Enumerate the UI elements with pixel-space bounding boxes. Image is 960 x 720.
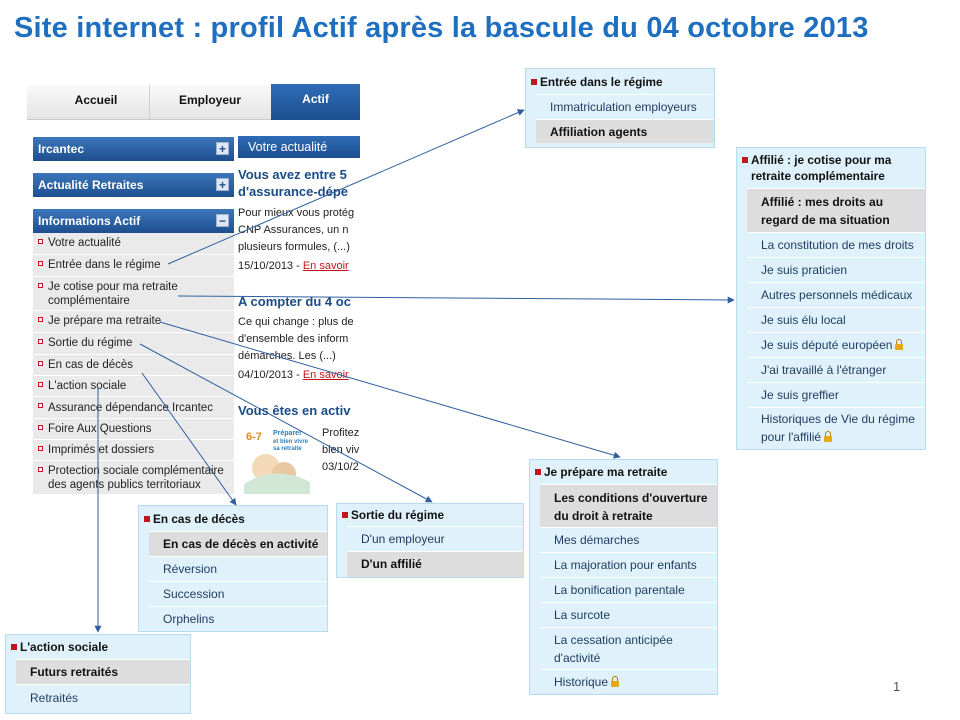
nav-item-label: Imprimés et dossiers: [48, 444, 155, 456]
submenu-item-label: Je suis député européen: [761, 338, 893, 352]
news-text: démarches. Les (...): [238, 350, 336, 362]
nav-item-label: Foire Aux Questions: [48, 423, 152, 435]
submenu-header-label: Je prépare ma retraite: [544, 465, 668, 479]
submenu-item-retraites[interactable]: Retraités: [16, 684, 190, 710]
news-text: bien viv: [322, 444, 360, 456]
news-title[interactable]: d'assurance-dépe: [238, 184, 349, 199]
nav-header-label: Ircantec: [38, 142, 85, 156]
arrow-deces: [142, 373, 236, 505]
news-text: 03/10/2: [322, 461, 359, 473]
arrow-entree: [168, 110, 524, 264]
promo-line: sa retraite: [273, 446, 302, 452]
submenu-item-succession[interactable]: Succession: [149, 581, 327, 606]
submenu-header-label: En cas de décès: [153, 512, 245, 526]
news-title[interactable]: A compter du 4 oc: [238, 294, 351, 309]
votre-actualite-header: Votre actualité: [238, 136, 360, 158]
submenu-item-label: pour l'affilié: [761, 430, 822, 444]
submenu-item-label: Historique: [554, 675, 609, 689]
nav-item-label: Je prépare ma retraite: [48, 315, 162, 327]
submenu-item-immatriculation[interactable]: Immatriculation employeurs: [536, 94, 714, 118]
submenu-item-reversion[interactable]: Réversion: [149, 556, 327, 581]
news-text: d'ensemble des inform: [238, 333, 349, 345]
news-title[interactable]: Vous êtes en activ: [238, 403, 351, 418]
promo-line: et bien vivre: [273, 439, 309, 445]
submenu-item-etranger[interactable]: J'ai travaillé à l'étranger: [747, 357, 925, 382]
collapse-minus-icon[interactable]: −: [216, 214, 229, 227]
news-text: Ce qui change : plus de: [238, 316, 354, 328]
submenu-item-label: d'activité: [554, 651, 601, 665]
submenu-item-surcote[interactable]: La surcote: [540, 602, 717, 627]
expand-plus-icon[interactable]: +: [216, 178, 229, 191]
submenu-item-orphelins[interactable]: Orphelins: [149, 606, 327, 631]
submenu-item-futurs-retraites[interactable]: Futurs retraités: [16, 659, 190, 684]
submenu-item-elu-local[interactable]: Je suis élu local: [747, 307, 925, 332]
news-date: 15/10/2013 -: [238, 260, 303, 272]
promo-date: 6-7: [246, 431, 262, 443]
submenu-item-affiliation[interactable]: Affiliation agents: [536, 119, 714, 143]
read-more-link[interactable]: En savoir: [302, 260, 349, 272]
expand-plus-icon[interactable]: +: [216, 142, 229, 155]
submenu-item-label: La cessation anticipée: [554, 633, 673, 647]
read-more-link[interactable]: En savoir: [302, 369, 349, 381]
submenu-header-label: Entrée dans le régime: [540, 75, 663, 89]
nav-item-label: Assurance dépendance Ircantec: [48, 402, 213, 414]
submenu-item-majoration[interactable]: La majoration pour enfants: [540, 552, 717, 577]
submenu-item-dun-affilie[interactable]: D'un affilié: [347, 551, 523, 577]
news-text: Pour mieux vous protég: [238, 207, 355, 219]
submenu-item-dun-employeur[interactable]: D'un employeur: [347, 526, 523, 551]
page-number: 1: [893, 679, 901, 694]
news-date: 04/10/2013 -: [238, 369, 303, 381]
submenu-item-demarches[interactable]: Mes démarches: [540, 527, 717, 552]
nav-item-label: Sortie du régime: [48, 337, 133, 349]
nav-item-label: Protection sociale complémentaire des agents publics territoriaux: [48, 465, 224, 491]
submenu-header-label: L'action sociale: [20, 640, 109, 654]
nav-item-label: En cas de décès: [48, 359, 134, 371]
news-text: Profitez: [322, 427, 360, 439]
submenu-item-label: Historiques de Vie du régime: [761, 412, 915, 426]
submenu-header-label: Affilié : je cotise pour ma: [751, 153, 892, 167]
arrow-cotise: [178, 296, 734, 300]
nav-item-label: Votre actualité: [48, 237, 121, 249]
submenu-item-constitution[interactable]: La constitution de mes droits: [747, 232, 925, 257]
submenu-item-praticien[interactable]: Je suis praticien: [747, 257, 925, 282]
news-text: plusieurs formules, (...): [238, 241, 350, 253]
submenu-item-bonification[interactable]: La bonification parentale: [540, 577, 717, 602]
submenu-item-label: Les conditions d'ouverture: [554, 491, 708, 505]
news-title[interactable]: Vous avez entre 5: [238, 167, 347, 182]
submenu-header-label: Sortie du régime: [351, 508, 445, 522]
submenu-item-deces-activite[interactable]: En cas de décès en activité: [149, 531, 327, 556]
nav-item-label: L'action sociale: [48, 380, 127, 392]
submenu-item-greffier[interactable]: Je suis greffier: [747, 382, 925, 407]
submenu-item-label: Affilié : mes droits au: [761, 195, 884, 209]
tab-actif[interactable]: Actif: [271, 84, 360, 120]
nav-header-label: Actualité Retraites: [38, 178, 144, 192]
tab-employeur[interactable]: Employeur: [149, 85, 272, 119]
slide-title: Site internet : profil Actif après la bascule du 04 octobre 2013: [14, 12, 869, 44]
nav-item-label: Je cotise pour ma retraite complémentaire: [48, 281, 178, 307]
nav-item-label: Entrée dans le régime: [48, 259, 161, 271]
news-text: CNP Assurances, un n: [238, 224, 349, 236]
submenu-item-label: du droit à retraite: [554, 509, 653, 523]
arrow-sortie: [140, 344, 432, 502]
arrow-prepare: [160, 322, 620, 457]
nav-header-label: Informations Actif: [38, 214, 141, 228]
promo-line: Préparer: [273, 430, 302, 437]
submenu-item-label: regard de ma situation: [761, 213, 890, 227]
submenu-item-autres-personnels[interactable]: Autres personnels médicaux: [747, 282, 925, 307]
tab-accueil[interactable]: Accueil: [43, 85, 150, 119]
submenu-header-label: retraite complémentaire: [751, 169, 885, 183]
